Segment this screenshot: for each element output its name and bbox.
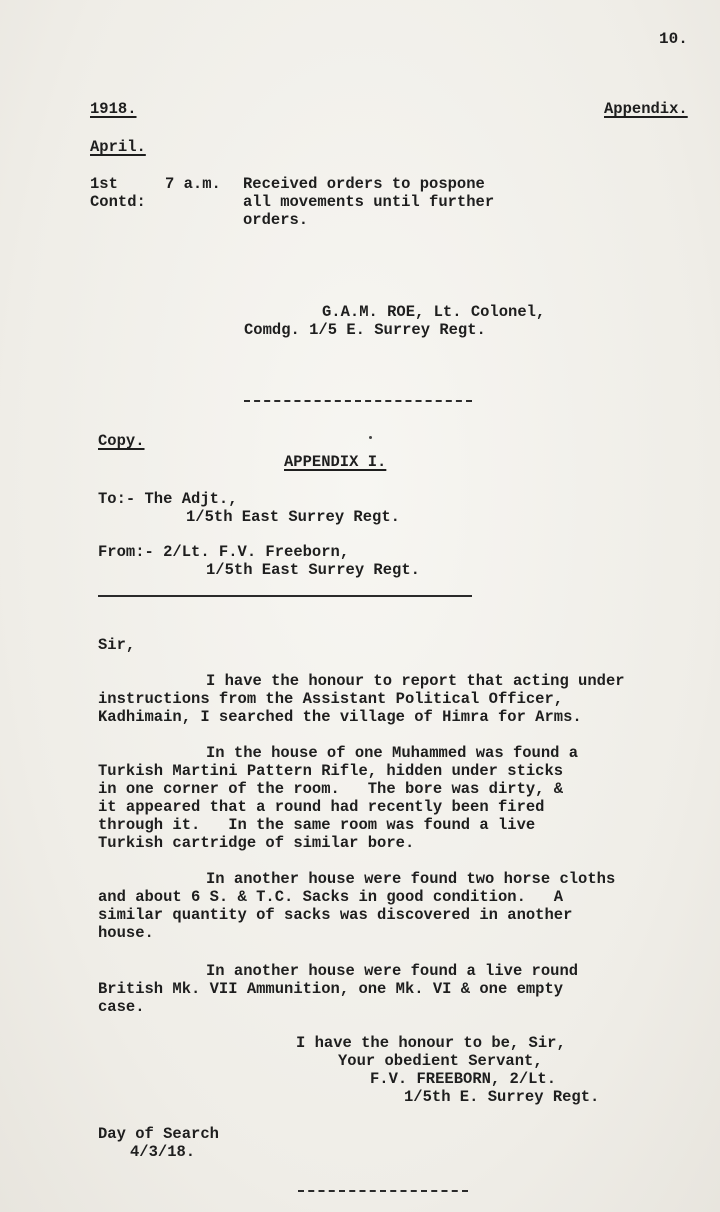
paragraph-line: through it. In the same room was found a live	[98, 816, 536, 834]
paragraph-line: In another house were found a live round	[206, 962, 579, 980]
page-number: 10.	[659, 30, 688, 48]
paragraph-line: in one corner of the room. The bore was dirty, &	[98, 780, 564, 798]
entry-time: 7 a.m.	[165, 175, 221, 193]
closing-signature: F.V. FREEBORN, 2/Lt.	[370, 1070, 557, 1088]
paragraph-line: Turkish cartridge of similar bore.	[98, 834, 415, 852]
paragraph-line: In another house were found two horse cloths	[206, 870, 616, 888]
appendix-title: APPENDIX I.	[284, 453, 387, 471]
to-line: 1/5th East Surrey Regt.	[186, 508, 400, 526]
paragraph-line: case.	[98, 998, 145, 1016]
year-heading: 1918.	[90, 100, 137, 118]
paragraph-line: Turkish Martini Pattern Rifle, hidden under sticks	[98, 762, 564, 780]
appendix-heading: Appendix.	[604, 100, 688, 118]
entry-line: all movements until further	[243, 193, 495, 211]
closing-unit: 1/5th E. Surrey Regt.	[404, 1088, 600, 1106]
signature-line: Comdg. 1/5 E. Surrey Regt.	[244, 321, 486, 339]
entry-line: orders.	[243, 211, 309, 229]
paragraph-line: British Mk. VII Ammunition, one Mk. VI & one empty	[98, 980, 564, 998]
signature-line: G.A.M. ROE, Lt. Colonel,	[322, 303, 546, 321]
closing-divider	[298, 1190, 468, 1192]
from-line: From:- 2/Lt. F.V. Freeborn,	[98, 543, 350, 561]
paragraph-line: house.	[98, 924, 154, 942]
closing-line: I have the honour to be, Sir,	[296, 1034, 566, 1052]
paragraph-line: and about 6 S. & T.C. Sacks in good condition. A	[98, 888, 564, 906]
search-day-date: 4/3/18.	[130, 1143, 196, 1161]
ink-speck	[369, 436, 372, 439]
closing-line: Your obedient Servant,	[338, 1052, 543, 1070]
salutation: Sir,	[98, 636, 136, 654]
section-divider	[244, 400, 472, 402]
month-heading: April.	[90, 138, 146, 156]
paragraph-line: I have the honour to report that acting under	[206, 672, 625, 690]
entry-contd: Contd:	[90, 193, 146, 211]
header-rule	[98, 595, 472, 597]
paragraph-line: it appeared that a round had recently been fired	[98, 798, 545, 816]
paragraph-line: similar quantity of sacks was discovered in another	[98, 906, 573, 924]
from-line: 1/5th East Surrey Regt.	[206, 561, 420, 579]
paragraph-line: Kadhimain, I searched the village of Himra for Arms.	[98, 708, 582, 726]
copy-label: Copy.	[98, 432, 145, 450]
paragraph-line: instructions from the Assistant Political Officer,	[98, 690, 564, 708]
to-line: To:- The Adjt.,	[98, 490, 238, 508]
paragraph-line: In the house of one Muhammed was found a	[206, 744, 579, 762]
entry-line: Received orders to pospone	[243, 175, 485, 193]
entry-day: 1st	[90, 175, 118, 193]
search-day-label: Day of Search	[98, 1125, 219, 1143]
